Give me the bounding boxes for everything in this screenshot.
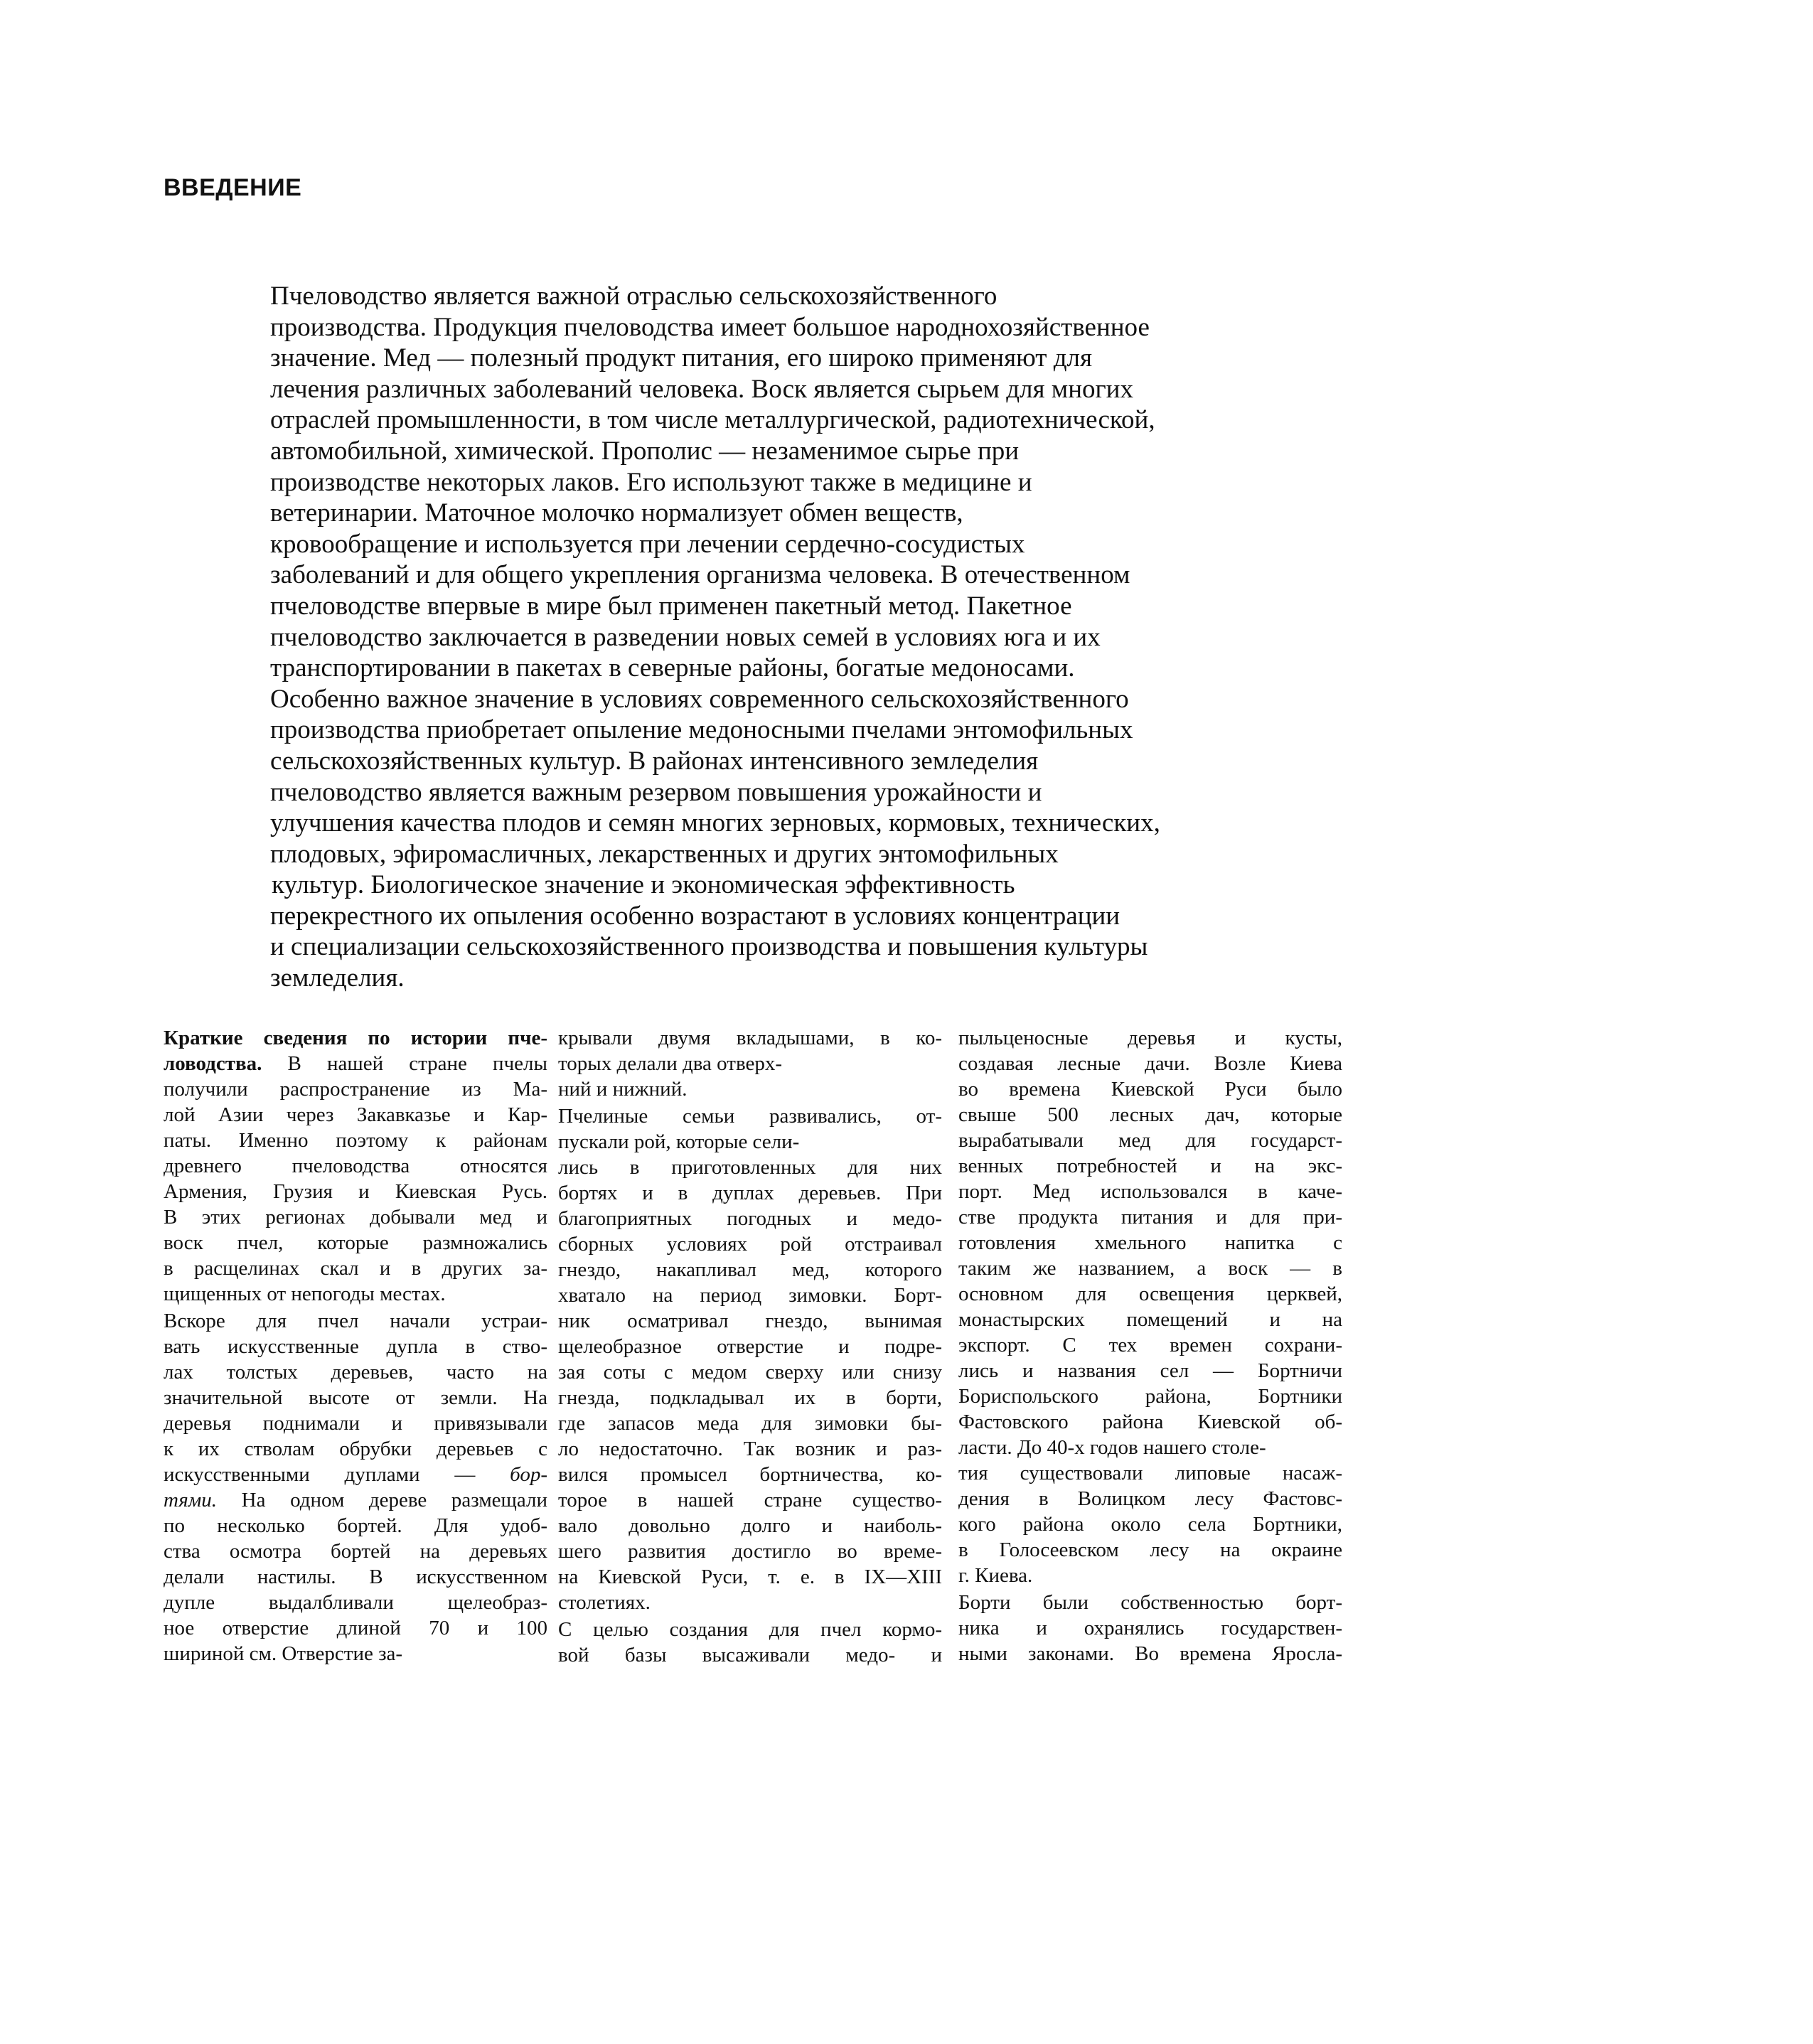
paragraph [958, 1025, 1342, 1588]
text-line: ства осмотра бортей на деревьях [164, 1540, 547, 1563]
text-line: кого района около села Бортники, [958, 1513, 1342, 1536]
text-line: в расщелинах скал и в других за- [164, 1257, 547, 1280]
text-line: свыше 500 лесных дач, которые [958, 1103, 1342, 1126]
text-line: где запасов меда для зимовки бы- [558, 1412, 942, 1435]
text-line: бортях и в дуплах деревьев. При [558, 1182, 942, 1204]
text-line: готовления хмельного напитка с [958, 1231, 1342, 1254]
intro-line: улучшения качества плодов и семян многих зерновых, кормовых, технических, [270, 808, 1160, 838]
text-line: вился промысел бортничества, ко- [558, 1463, 942, 1486]
text-line: лись и названия сел — Бортничи [958, 1359, 1342, 1382]
text-line: ний и нижний. [558, 1078, 688, 1101]
text-line: щищенных от непогоды местах. [164, 1283, 446, 1305]
text-line: создавая лесные дачи. Возле Киева [958, 1052, 1342, 1075]
text-line: во времена Киевской Руси было [958, 1078, 1342, 1101]
text-line: ника и охранялись государствен- [958, 1617, 1342, 1639]
intro-line: кровообращение и используется при лечении сердечно-сосудистых [270, 529, 1025, 559]
term-italic: тями. [164, 1489, 218, 1511]
text-line: вало довольно долго и наиболь- [558, 1514, 942, 1537]
intro-line: пчеловодство заключается в разведении новых семей в условиях юга и их [270, 622, 1101, 652]
text-line: основном для освещения церквей, [958, 1283, 1342, 1305]
intro-line: Пчеловодство является важной отраслью сельскохозяйственного [270, 282, 998, 311]
text-line: лах толстых деревьев, часто на [164, 1361, 547, 1384]
text-line: в Голосеевском лесу на окраине [958, 1539, 1342, 1561]
term-italic: бор- [510, 1463, 547, 1486]
text-line: делали настилы. В искусственном [164, 1566, 547, 1588]
text-line: гнезда, подкладывал их в борти, [558, 1386, 942, 1409]
text-line: по несколько бортей. Для удоб- [164, 1514, 547, 1537]
text-line: получили распространение из Ма- [164, 1078, 547, 1101]
intro-line: пчеловодство является важным резервом повышения урожайности и [270, 777, 1042, 807]
text-line: лись в приготовленных для них [558, 1156, 942, 1179]
text-line: вой базы высаживали медо- и [558, 1644, 942, 1666]
paragraph [164, 1025, 547, 1307]
text-line: торое в нашей стране существо- [558, 1489, 942, 1511]
text-line: к их стволам обрубки деревьев с [164, 1438, 547, 1460]
paragraph [164, 1308, 547, 1666]
text-line: паты. Именно поэтому к районам [164, 1129, 547, 1152]
text-line: крывали двумя вкладышами, в ко- [558, 1027, 942, 1049]
text-column-3 [958, 1025, 1342, 1668]
text-column-2 [558, 1025, 942, 1669]
paragraph [558, 1025, 942, 1102]
text-line: гнездо, накапливал мед, которого [558, 1258, 942, 1281]
text-line: венных потребностей и на экс- [958, 1155, 1342, 1177]
text-line: ло недостаточно. Так возник и раз- [558, 1438, 942, 1460]
intro-line: автомобильной, химической. Прополис — незаменимое сырье при [270, 436, 1020, 466]
text-line: ными законами. Во времена Яросла- [958, 1642, 1342, 1665]
text-line: воск пчел, которые размножались [164, 1231, 547, 1254]
text-line: порт. Мед использовался в каче- [958, 1180, 1342, 1203]
text-line: щелеобразное отверстие и подре- [558, 1335, 942, 1358]
intro-line: пчеловодстве впервые в мире был применен пакетный метод. Пакетное [270, 591, 1072, 621]
intro-line: перекрестного их опыления особенно возрастают в условиях концентрации [270, 901, 1121, 931]
intro-line: производстве некоторых лаков. Его используют также в медицине и [270, 467, 1032, 497]
text-line: Вскоре для пчел начали устраи- [164, 1310, 547, 1332]
intro-line: плодовых, эфиромасличных, лекарственных и других энтомофильных [270, 839, 1059, 869]
text-line: на Киевской Руси, т. е. в IX—XIII [558, 1566, 942, 1588]
intro-line: ветеринарии. Маточное молочко нормализует обмен веществ, [270, 498, 963, 528]
text-line: тия существовали липовые насаж- [958, 1462, 1342, 1484]
intro-paragraph [270, 281, 1351, 994]
text-line: дения в Волицком лесу Фастовс- [958, 1487, 1342, 1510]
intro-line: производства. Продукция пчеловодства имеет большое народнохозяйственное [270, 312, 1150, 342]
text-line: хватало на период зимовки. Борт- [558, 1284, 942, 1307]
text-line: сборных условиях рой отстраивал [558, 1233, 942, 1256]
text-line: С целью создания для пчел кормо- [558, 1618, 942, 1641]
intro-line: транспортировании в пакетах в северные районы, богатые медоносами. [270, 653, 1075, 683]
text-line: дупле выдалбливали щелеобраз- [164, 1591, 547, 1614]
intro-line: Особенно важное значение в условиях современного сельскохозяйственного [270, 684, 1129, 714]
text-run: На одном дереве размещали [217, 1489, 547, 1511]
intro-line: и специализации сельскохозяйственного производства и повышения культуры [270, 932, 1148, 962]
intro-line: земледелия. [270, 963, 405, 993]
text-run: В нашей стране пчелы [262, 1052, 547, 1075]
text-line: пыльценосные деревья и кусты, [958, 1027, 1342, 1049]
intro-line: сельскохозяйственных культур. В районах интенсивного земледелия [270, 746, 1039, 776]
text-line: благоприятных погодных и медо- [558, 1207, 942, 1230]
text-line: значительной высоте от земли. На [164, 1386, 547, 1409]
page-title: ВВЕДЕНИЕ [164, 174, 302, 201]
text-line: деревья поднимали и привязывали [164, 1412, 547, 1435]
section-lead: Краткие сведения по истории пче- [164, 1027, 547, 1049]
intro-line: отраслей промышленности, в том числе металлургической, радиотехнической, [270, 405, 1155, 435]
text-line: ласти. До 40-х годов нашего столе- [958, 1436, 1266, 1459]
text-column-1 [164, 1025, 547, 1668]
text-line: лой Азии через Закавказье и Кар- [164, 1103, 547, 1126]
text-line: Борти были собственностью борт- [958, 1591, 1342, 1614]
text-line: вать искусственные дупла в ство- [164, 1335, 547, 1358]
intro-line: лечения различных заболеваний человека. Воск является сырьем для многих [270, 374, 1133, 404]
text-run: искусственными дуплами — [164, 1463, 510, 1486]
text-line: Бориспольского района, Бортники [958, 1385, 1342, 1408]
text-line: пускали рой, которые сели- [558, 1130, 800, 1153]
text-line: торых делали два отверх- [558, 1052, 783, 1075]
intro-line: культур. Биологическое значение и экономическая эффективность [272, 870, 1015, 900]
intro-line: заболеваний и для общего укрепления организма человека. В отечественном [270, 560, 1130, 590]
text-line: шего развития достигло во време- [558, 1540, 942, 1563]
intro-line: производства приобретает опыление медоносными пчелами энтомофильных [270, 715, 1133, 745]
text-line: Фастовского района Киевской об- [958, 1411, 1342, 1433]
text-line: зая соты с медом сверху или снизу [558, 1361, 942, 1384]
text-line: монастырских помещений и на [958, 1308, 1342, 1331]
intro-line: значение. Мед — полезный продукт питания, его широко применяют для [270, 343, 1092, 373]
text-line: вырабатывали мед для государст- [958, 1129, 1342, 1152]
text-line: ник осматривал гнездо, вынимая [558, 1310, 942, 1332]
text-line: таким же названием, а воск — в [958, 1257, 1342, 1280]
text-line: шириной см. Отверстие за- [164, 1642, 403, 1665]
text-line: г. Киева. [958, 1564, 1033, 1587]
paragraph [958, 1590, 1342, 1666]
text-line: В этих регионах добывали мед и [164, 1206, 547, 1229]
text-line: стве продукта питания и для при- [958, 1206, 1342, 1229]
paragraph [558, 1617, 942, 1668]
text-line: Пчелиные семьи развивались, от- [558, 1105, 942, 1128]
text-line: ное отверстие длиной 70 и 100 [164, 1617, 547, 1639]
section-lead-end: ловодства. [164, 1052, 262, 1075]
text-line: столетиях. [558, 1591, 651, 1614]
text-line: экспорт. С тех времен сохрани- [958, 1334, 1342, 1357]
paragraph [558, 1103, 942, 1615]
text-line: Армения, Грузия и Киевская Русь. [164, 1180, 547, 1203]
text-line: древнего пчеловодства относятся [164, 1155, 547, 1177]
